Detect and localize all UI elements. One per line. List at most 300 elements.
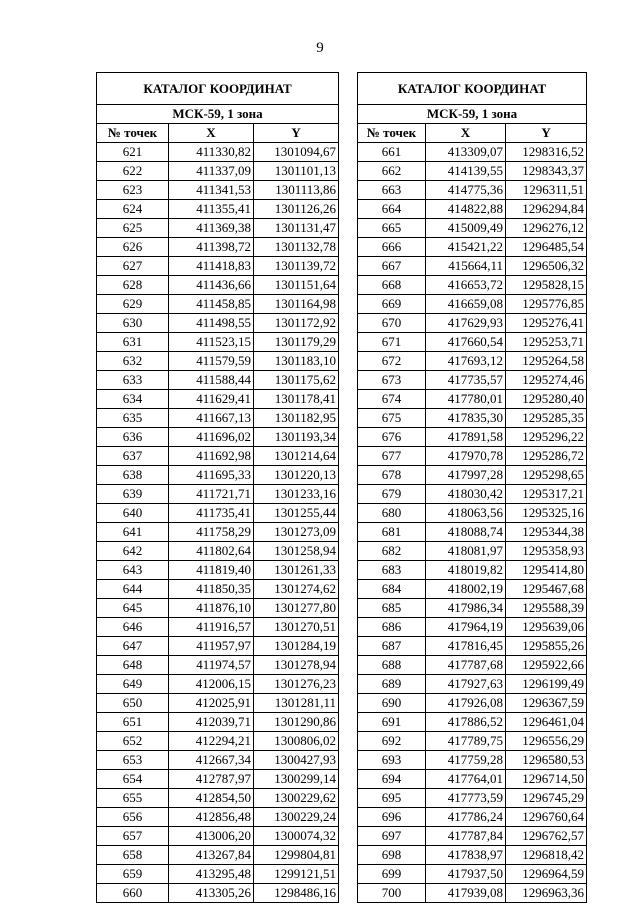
y-coordinate-cell: 1296714,50 [506,770,587,789]
table-row [358,314,587,333]
point-number-cell: 643 [97,561,169,580]
point-number-cell: 670 [358,314,426,333]
table-row [358,181,587,200]
table-row [97,352,339,371]
catalog-zone: МСК-59, 1 зона [358,105,587,124]
x-coordinate-cell: 417927,63 [426,675,506,694]
point-number-cell: 684 [358,580,426,599]
x-coordinate-cell: 415421,22 [426,238,506,257]
point-number-cell: 696 [358,808,426,827]
table-row [97,865,339,884]
x-coordinate-cell: 411498,55 [169,314,254,333]
y-coordinate-cell: 1301281,11 [254,694,339,713]
point-number-cell: 624 [97,200,169,219]
x-coordinate-cell: 412006,15 [169,675,254,694]
table-row [97,675,339,694]
y-coordinate-cell: 1299804,81 [254,846,339,865]
table-row [97,827,339,846]
table-row [358,143,587,162]
y-coordinate-cell: 1301101,13 [254,162,339,181]
x-coordinate-cell: 414775,36 [426,181,506,200]
x-coordinate-cell: 412667,34 [169,751,254,770]
y-coordinate-cell: 1295298,65 [506,466,587,485]
x-coordinate-cell: 417660,54 [426,333,506,352]
y-coordinate-cell: 1298486,16 [254,884,339,903]
point-number-cell: 638 [97,466,169,485]
column-header-x: X [169,124,254,143]
point-number-cell: 655 [97,789,169,808]
x-coordinate-cell: 417886,52 [426,713,506,732]
table-row [97,181,339,200]
table-row [358,447,587,466]
coordinate-catalog-table-left [96,72,339,903]
y-coordinate-cell: 1295317,21 [506,485,587,504]
x-coordinate-cell: 411398,72 [169,238,254,257]
point-number-cell: 630 [97,314,169,333]
point-number-cell: 636 [97,428,169,447]
table-row [97,428,339,447]
x-coordinate-cell: 412025,91 [169,694,254,713]
point-number-cell: 631 [97,333,169,352]
point-number-cell: 626 [97,238,169,257]
y-coordinate-cell: 1301276,23 [254,675,339,694]
table-row [97,637,339,656]
point-number-cell: 650 [97,694,169,713]
y-coordinate-cell: 1295253,71 [506,333,587,352]
x-coordinate-cell: 417937,50 [426,865,506,884]
y-coordinate-cell: 1301284,19 [254,637,339,656]
x-coordinate-cell: 417964,19 [426,618,506,637]
table-row [97,219,339,238]
y-coordinate-cell: 1301132,78 [254,238,339,257]
x-coordinate-cell: 418081,97 [426,542,506,561]
table-row [97,371,339,390]
column-header-point-number: № точек [358,124,426,143]
table-row [358,162,587,181]
table-row [358,580,587,599]
y-coordinate-cell: 1296556,29 [506,732,587,751]
y-coordinate-cell: 1301094,67 [254,143,339,162]
x-coordinate-cell: 416659,08 [426,295,506,314]
point-number-cell: 675 [358,409,426,428]
table-row [358,523,587,542]
x-coordinate-cell: 411341,53 [169,181,254,200]
x-coordinate-cell: 411436,66 [169,276,254,295]
x-coordinate-cell: 411696,02 [169,428,254,447]
x-coordinate-cell: 414139,55 [426,162,506,181]
y-coordinate-cell: 1301179,29 [254,333,339,352]
y-coordinate-cell: 1295776,85 [506,295,587,314]
point-number-cell: 667 [358,257,426,276]
table-row [358,333,587,352]
x-coordinate-cell: 411523,15 [169,333,254,352]
x-coordinate-cell: 411667,13 [169,409,254,428]
y-coordinate-cell: 1296760,64 [506,808,587,827]
table-row [97,884,339,903]
y-coordinate-cell: 1301164,98 [254,295,339,314]
point-number-cell: 668 [358,276,426,295]
x-coordinate-cell: 411850,35 [169,580,254,599]
point-number-cell: 666 [358,238,426,257]
point-number-cell: 685 [358,599,426,618]
x-coordinate-cell: 418019,82 [426,561,506,580]
table-header-row [358,124,587,143]
y-coordinate-cell: 1301183,10 [254,352,339,371]
table-row [358,428,587,447]
point-number-cell: 689 [358,675,426,694]
y-coordinate-cell: 1296199,49 [506,675,587,694]
y-coordinate-cell: 1301220,13 [254,466,339,485]
point-number-cell: 678 [358,466,426,485]
x-coordinate-cell: 418088,74 [426,523,506,542]
point-number-cell: 661 [358,143,426,162]
table-row [358,504,587,523]
column-header-x: X [426,124,506,143]
table-row [358,637,587,656]
x-coordinate-cell: 417787,68 [426,656,506,675]
y-coordinate-cell: 1295296,22 [506,428,587,447]
point-number-cell: 674 [358,390,426,409]
table-row [97,542,339,561]
x-coordinate-cell: 411330,82 [169,143,254,162]
y-coordinate-cell: 1300427,93 [254,751,339,770]
table-row [97,656,339,675]
table-row [97,200,339,219]
point-number-cell: 625 [97,219,169,238]
table-row [358,485,587,504]
point-number-cell: 653 [97,751,169,770]
x-coordinate-cell: 411692,98 [169,447,254,466]
y-coordinate-cell: 1295358,93 [506,542,587,561]
y-coordinate-cell: 1295276,41 [506,314,587,333]
table-row [97,523,339,542]
point-number-cell: 664 [358,200,426,219]
y-coordinate-cell: 1296580,53 [506,751,587,770]
table-row [97,466,339,485]
table-row [97,732,339,751]
catalog-title: КАТАЛОГ КООРДИНАТ [97,73,339,105]
table-row [97,409,339,428]
point-number-cell: 649 [97,675,169,694]
x-coordinate-cell: 417629,93 [426,314,506,333]
x-coordinate-cell: 417787,84 [426,827,506,846]
table-row [358,219,587,238]
point-number-cell: 693 [358,751,426,770]
y-coordinate-cell: 1295588,39 [506,599,587,618]
x-coordinate-cell: 415009,49 [426,219,506,238]
table-row [97,257,339,276]
y-coordinate-cell: 1301290,86 [254,713,339,732]
x-coordinate-cell: 411916,57 [169,618,254,637]
y-coordinate-cell: 1301273,09 [254,523,339,542]
coordinate-catalog-table-right [357,72,587,903]
point-number-cell: 635 [97,409,169,428]
table-row [97,485,339,504]
table-row [358,865,587,884]
point-number-cell: 697 [358,827,426,846]
point-number-cell: 677 [358,447,426,466]
y-coordinate-cell: 1300229,62 [254,789,339,808]
x-coordinate-cell: 417764,01 [426,770,506,789]
y-coordinate-cell: 1301126,26 [254,200,339,219]
x-coordinate-cell: 411974,57 [169,656,254,675]
table-row [97,314,339,333]
table-row [97,770,339,789]
y-coordinate-cell: 1301258,94 [254,542,339,561]
point-number-cell: 639 [97,485,169,504]
y-coordinate-cell: 1295855,26 [506,637,587,656]
x-coordinate-cell: 412787,97 [169,770,254,789]
y-coordinate-cell: 1295414,80 [506,561,587,580]
point-number-cell: 622 [97,162,169,181]
x-coordinate-cell: 411758,29 [169,523,254,542]
table-row [358,884,587,903]
table-row [358,599,587,618]
y-coordinate-cell: 1301277,80 [254,599,339,618]
point-number-cell: 681 [358,523,426,542]
page-number: 9 [316,40,324,56]
point-number-cell: 658 [97,846,169,865]
point-number-cell: 637 [97,447,169,466]
y-coordinate-cell: 1301139,72 [254,257,339,276]
y-coordinate-cell: 1301172,92 [254,314,339,333]
point-number-cell: 695 [358,789,426,808]
y-coordinate-cell: 1301151,64 [254,276,339,295]
y-coordinate-cell: 1298343,37 [506,162,587,181]
x-coordinate-cell: 411369,38 [169,219,254,238]
y-coordinate-cell: 1296745,29 [506,789,587,808]
x-coordinate-cell: 412854,50 [169,789,254,808]
y-coordinate-cell: 1301261,33 [254,561,339,580]
x-coordinate-cell: 417773,59 [426,789,506,808]
y-coordinate-cell: 1300806,02 [254,732,339,751]
y-coordinate-cell: 1296276,12 [506,219,587,238]
x-coordinate-cell: 417835,30 [426,409,506,428]
table-row [97,333,339,352]
x-coordinate-cell: 417970,78 [426,447,506,466]
table-row [358,257,587,276]
x-coordinate-cell: 413295,48 [169,865,254,884]
x-coordinate-cell: 411695,33 [169,466,254,485]
x-coordinate-cell: 411802,64 [169,542,254,561]
y-coordinate-cell: 1296294,84 [506,200,587,219]
table-row [97,618,339,637]
y-coordinate-cell: 1296818,42 [506,846,587,865]
point-number-cell: 621 [97,143,169,162]
x-coordinate-cell: 411418,83 [169,257,254,276]
table-row [358,713,587,732]
x-coordinate-cell: 417780,01 [426,390,506,409]
x-coordinate-cell: 411629,41 [169,390,254,409]
y-coordinate-cell: 1295639,06 [506,618,587,637]
x-coordinate-cell: 417816,45 [426,637,506,656]
y-coordinate-cell: 1301233,16 [254,485,339,504]
table-row [97,295,339,314]
y-coordinate-cell: 1301255,44 [254,504,339,523]
point-number-cell: 676 [358,428,426,447]
point-number-cell: 647 [97,637,169,656]
y-coordinate-cell: 1296485,54 [506,238,587,257]
table-row [358,352,587,371]
column-header-y: Y [254,124,339,143]
y-coordinate-cell: 1295828,15 [506,276,587,295]
y-coordinate-cell: 1296762,57 [506,827,587,846]
point-number-cell: 690 [358,694,426,713]
y-coordinate-cell: 1296963,36 [506,884,587,903]
point-number-cell: 673 [358,371,426,390]
x-coordinate-cell: 413305,26 [169,884,254,903]
point-number-cell: 640 [97,504,169,523]
table-row [97,390,339,409]
point-number-cell: 656 [97,808,169,827]
point-number-cell: 642 [97,542,169,561]
table-row [358,751,587,770]
x-coordinate-cell: 414822,88 [426,200,506,219]
x-coordinate-cell: 415664,11 [426,257,506,276]
point-number-cell: 682 [358,542,426,561]
x-coordinate-cell: 411721,71 [169,485,254,504]
table-row [358,390,587,409]
point-number-cell: 683 [358,561,426,580]
table-row [97,276,339,295]
point-number-cell: 679 [358,485,426,504]
point-number-cell: 645 [97,599,169,618]
x-coordinate-cell: 417926,08 [426,694,506,713]
table-row [358,770,587,789]
table-row [97,143,339,162]
table-row [358,409,587,428]
table-row [97,447,339,466]
point-number-cell: 680 [358,504,426,523]
table-row [358,789,587,808]
point-number-cell: 686 [358,618,426,637]
x-coordinate-cell: 417891,58 [426,428,506,447]
point-number-cell: 660 [97,884,169,903]
table-row [97,789,339,808]
table-row [358,618,587,637]
point-number-cell: 687 [358,637,426,656]
x-coordinate-cell: 413309,07 [426,143,506,162]
table-row [358,675,587,694]
point-number-cell: 662 [358,162,426,181]
x-coordinate-cell: 417986,34 [426,599,506,618]
y-coordinate-cell: 1298316,52 [506,143,587,162]
point-number-cell: 641 [97,523,169,542]
y-coordinate-cell: 1295285,35 [506,409,587,428]
y-coordinate-cell: 1296506,32 [506,257,587,276]
table-row [358,827,587,846]
y-coordinate-cell: 1300074,32 [254,827,339,846]
x-coordinate-cell: 412039,71 [169,713,254,732]
x-coordinate-cell: 411458,85 [169,295,254,314]
table-row [97,580,339,599]
table-row [358,561,587,580]
y-coordinate-cell: 1301113,86 [254,181,339,200]
table-row [97,808,339,827]
point-number-cell: 651 [97,713,169,732]
point-number-cell: 632 [97,352,169,371]
x-coordinate-cell: 411579,59 [169,352,254,371]
table-row [97,751,339,770]
y-coordinate-cell: 1295344,38 [506,523,587,542]
x-coordinate-cell: 417786,24 [426,808,506,827]
x-coordinate-cell: 416653,72 [426,276,506,295]
table-row [97,713,339,732]
point-number-cell: 627 [97,257,169,276]
point-number-cell: 652 [97,732,169,751]
y-coordinate-cell: 1295280,40 [506,390,587,409]
table-row [97,599,339,618]
table-row [358,846,587,865]
x-coordinate-cell: 418030,42 [426,485,506,504]
y-coordinate-cell: 1301214,64 [254,447,339,466]
y-coordinate-cell: 1301270,51 [254,618,339,637]
y-coordinate-cell: 1300229,24 [254,808,339,827]
point-number-cell: 700 [358,884,426,903]
x-coordinate-cell: 417997,28 [426,466,506,485]
table-row [97,694,339,713]
table-row [97,561,339,580]
x-coordinate-cell: 411735,41 [169,504,254,523]
y-coordinate-cell: 1295325,16 [506,504,587,523]
y-coordinate-cell: 1301274,62 [254,580,339,599]
table-row [97,162,339,181]
point-number-cell: 644 [97,580,169,599]
y-coordinate-cell: 1299121,51 [254,865,339,884]
y-coordinate-cell: 1295274,46 [506,371,587,390]
x-coordinate-cell: 411337,09 [169,162,254,181]
point-number-cell: 699 [358,865,426,884]
y-coordinate-cell: 1295922,66 [506,656,587,675]
y-coordinate-cell: 1301182,95 [254,409,339,428]
catalog-title: КАТАЛОГ КООРДИНАТ [358,73,587,105]
point-number-cell: 628 [97,276,169,295]
table-row [358,542,587,561]
x-coordinate-cell: 413006,20 [169,827,254,846]
y-coordinate-cell: 1296964,59 [506,865,587,884]
table-row [358,371,587,390]
column-header-point-number: № точек [97,124,169,143]
x-coordinate-cell: 417838,97 [426,846,506,865]
y-coordinate-cell: 1301178,41 [254,390,339,409]
y-coordinate-cell: 1300299,14 [254,770,339,789]
table-row [97,846,339,865]
point-number-cell: 692 [358,732,426,751]
x-coordinate-cell: 417693,12 [426,352,506,371]
point-number-cell: 633 [97,371,169,390]
point-number-cell: 691 [358,713,426,732]
point-number-cell: 659 [97,865,169,884]
table-row [358,732,587,751]
point-number-cell: 698 [358,846,426,865]
table-row [358,656,587,675]
point-number-cell: 657 [97,827,169,846]
point-number-cell: 623 [97,181,169,200]
x-coordinate-cell: 411355,41 [169,200,254,219]
y-coordinate-cell: 1301175,62 [254,371,339,390]
table-row [97,238,339,257]
x-coordinate-cell: 413267,84 [169,846,254,865]
point-number-cell: 665 [358,219,426,238]
point-number-cell: 669 [358,295,426,314]
catalog-zone: МСК-59, 1 зона [97,105,339,124]
x-coordinate-cell: 418063,56 [426,504,506,523]
point-number-cell: 672 [358,352,426,371]
point-number-cell: 694 [358,770,426,789]
point-number-cell: 663 [358,181,426,200]
table-header-row [97,124,339,143]
table-row [97,504,339,523]
